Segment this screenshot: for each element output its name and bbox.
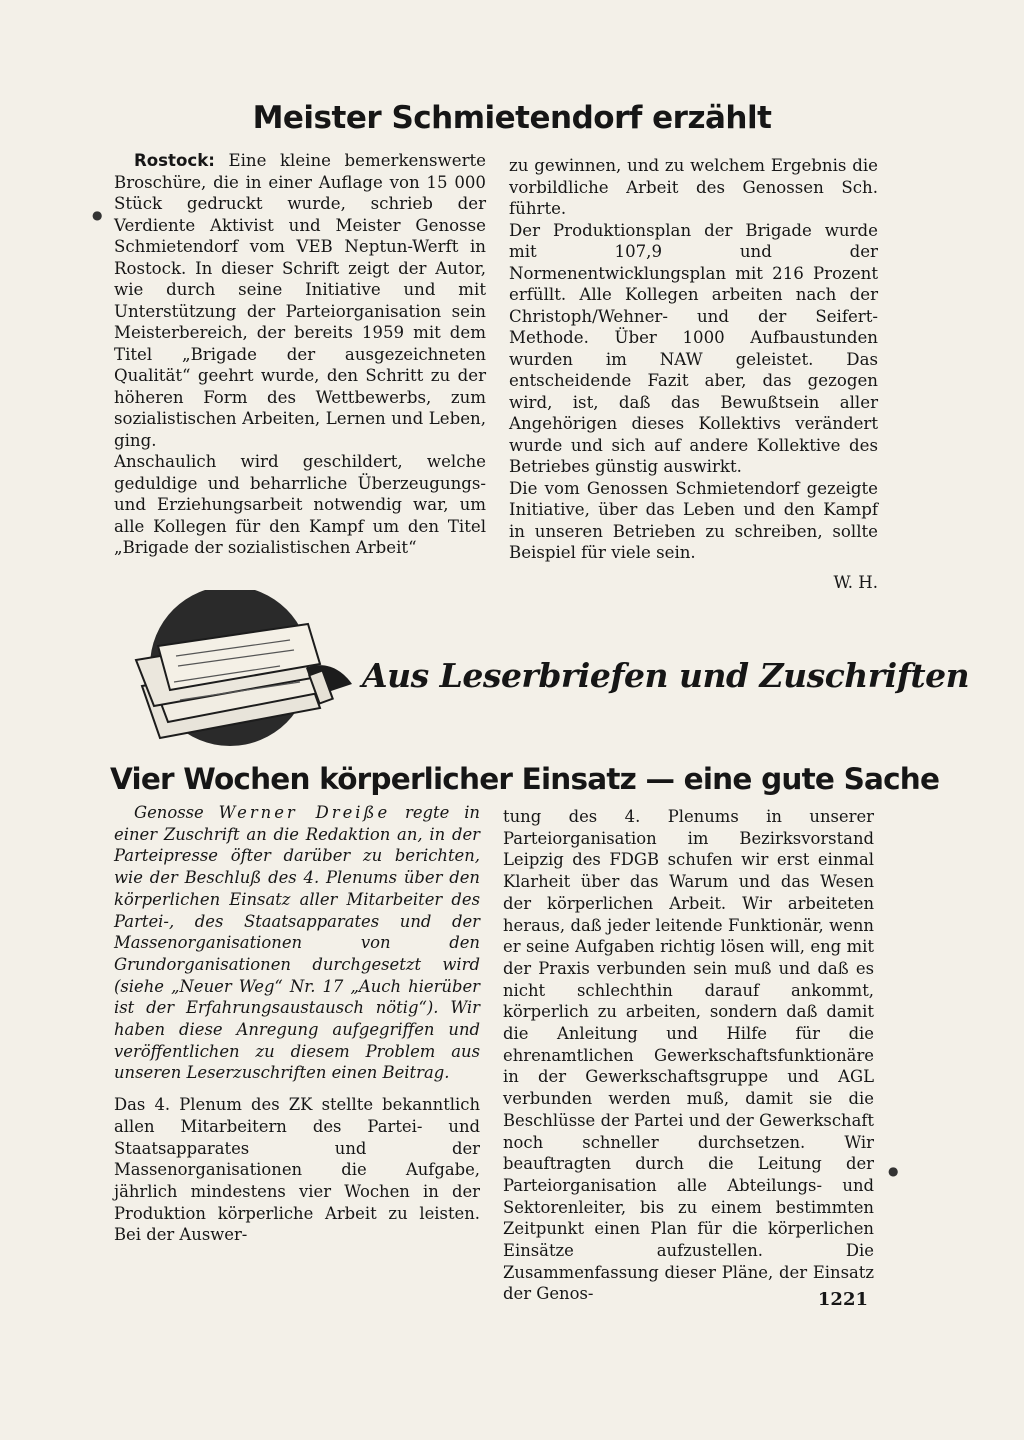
- section-title: Aus Leserbriefen und Zuschriften: [362, 656, 970, 695]
- article2-editor-intro: Genosse Werner Dreiße regte in einer Zuschrift an die Redaktion an, in der Parteipresse öfter darüber zu berichten, wie der Beschluß des 4. Plenums über den körperlichen Einsatz aller Mitarbeiter des Partei-, des Staatsapparates und der Massenorganisationen von den Grundorganisationen durchgesetzt wird (siehe „Neuer Weg“ Nr. 17 „Auch hierüber ist der Erfahrungsaustausch nötig“). Wir haben diese Anregung aufgegriffen und veröffentlichen zu diesem Problem aus unseren Leserzuschriften einen Beitrag.: [114, 803, 480, 1083]
- article2-right-column: [503, 806, 874, 1305]
- article1-right-column: [509, 155, 878, 593]
- margin-mark: ●: [888, 1164, 899, 1178]
- article1-paragraph-2: Anschaulich wird geschildert, welche geduldige und beharrliche Überzeugungs- und Erziehungsarbeit notwendig war, um alle Kollegen für den Kampf um den Titel „Brigade der sozialistischen Arbeit“: [114, 452, 486, 557]
- dateline: Rostock:: [134, 151, 215, 170]
- article1-paragraph-3: zu gewinnen, und zu welchem Ergebnis die vorbildliche Arbeit des Genossen Sch. führte.: [509, 156, 878, 218]
- article1-paragraph-4: Der Produktionsplan der Brigade wurde mit 107,9 und der Normenentwicklungsplan mit 216 Prozent erfüllt. Alle Kollegen arbeiten nach der Christoph/Wehner- und der Seifert-Methode. Über 1000 Aufbaustunden wurden im NAW geleistet. Das entscheidende Fazit aber, das gezogen wird, ist, daß das Bewußtsein aller Angehörigen dieses Kollektivs verändert wurde und sich auf andere Kollektive des Betriebes günstig auswirkt.: [509, 220, 878, 476]
- article1-signature: W. H.: [833, 572, 878, 592]
- article1-headline: Meister Schmietendorf erzählt: [252, 100, 772, 136]
- article2-left-column: [114, 802, 480, 1246]
- margin-mark: ●: [92, 208, 103, 222]
- letters-section-banner: [130, 590, 970, 750]
- article2-paragraph-2: tung des 4. Plenums in unserer Parteiorganisation im Bezirksvorstand Leipzig des FDGB schufen wir erst einmal Klarheit über das Warum und das Wesen der körperlichen Arbeit. Wir arbeiteten heraus, daß jeder leitende Funktionär, wenn er seine Aufgaben richtig lösen will, eng mit der Praxis verbunden sein muß und daß es nicht schlechthin darauf ankommt, körperlich zu arbeiten, sondern daß damit die Anleitung und Hilfe für die ehrenamtlichen Gewerkschaftsfunktionäre in der Gewerkschaftsgruppe und AGL verbunden werden muß, damit sie die Beschlüsse der Partei und der Gewerkschaft noch schneller durchsetzen. Wir beauftragten durch die Leitung der Parteiorganisation alle Abteilungs- und Sektorenleiter, bis zu einem bestimmten Zeitpunkt einen Plan für die körperlichen Einsätze aufzustellen. Die Zusammenfassung dieser Pläne, der Einsatz der Genos-: [503, 807, 874, 1304]
- article1-paragraph-5: Die vom Genossen Schmietendorf gezeigte Initiative, über das Leben und den Kampf in unseren Betrieben zu schreiben, sollte Beispiel für viele sein.: [509, 478, 878, 562]
- article2-paragraph-1: Das 4. Plenum des ZK stellte bekanntlich allen Mitarbeitern des Partei- und Staatsapparates und der Massenorganisationen die Aufgabe, jährlich mindestens vier Wochen in der Produktion körperliche Arbeit zu leisten. Bei der Auswer-: [114, 1095, 480, 1245]
- article1-paragraph-1: Rostock: Eine kleine bemerkenswerte Broschüre, die in einer Auflage von 15 000 Stück gedruckt wurde, schrieb der Verdiente Aktivist und Meister Genosse Schmietendorf vom VEB Neptun-Werft in Rostock. In dieser Schrift zeigt der Autor, wie durch seine Initiative und mit Unterstützung der Parteiorganisation sein Meisterbereich, der bereits 1959 mit dem Titel „Brigade der ausgezeichneten Qualität“ geehrt wurde, den Schritt zu der höheren Form des Wettbewerbs, zum sozialistischen Arbeiten, Lernen und Leben, ging.: [114, 151, 486, 450]
- author-name: Werner Dreiße: [218, 803, 391, 822]
- page-number: 1221: [817, 1289, 868, 1310]
- article1-left-column: [114, 150, 486, 559]
- article2-headline: Vier Wochen körperlicher Einsatz — eine gute Sache: [110, 762, 940, 796]
